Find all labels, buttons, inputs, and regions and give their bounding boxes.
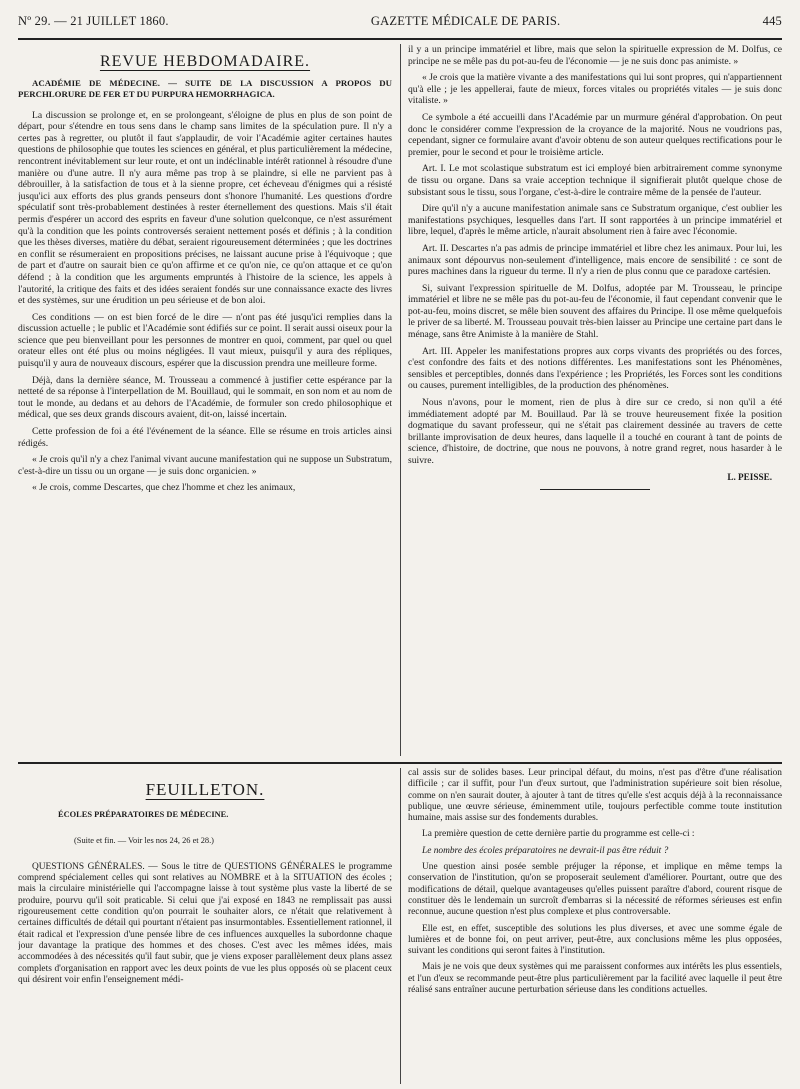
revue-subtitle: ACADÉMIE DE MÉDECINE. — SUITE DE LA DISCUSSION A PROPOS DU PERCHLORURE DE FER ET DU PURPURA HEMORRHAGICA. [18,77,392,99]
signature: L. PEISSE. [727,471,772,482]
feuilleton-continuation: (Suite et fin. — Voir les nos 24, 26 et 28.) [74,835,214,845]
issue-date: Nº 29. — 21 JUILLET 1860. [18,14,169,28]
feuilleton-paragraph [18,862,392,986]
revue-paragraph: Art. III. Appeler les manifestations propres aux corps vivants des propriétés ou des forces, c'est confondre des faits et des notions différentes. Les manifestations sont les Phénomènes, sensibles et perceptibles, donnés dans l'expérience ; les Propriétés, les Forces sont les conditions ou causes, purement intelligibles, de la production des phénomènes. [408,345,782,392]
revue-title: REVUE HEBDOMADAIRE. [99,53,311,70]
revue-paragraph: Nous n'avons, pour le moment, rien de plus à dire sur ce credo, si non qu'il a été immédiatement adopté par M. Bouillaud. Par là se trouve heureusement fixée la position dogmatique du savant professeur, qui ne s'était pas clairement dessinée au travers de cette brillante improvisation de deux heures, dans laquelle il a touché en courant à tant de points de science, d'histoire, de doctrine, que nous ne pouvons, à notre grand regret, nous hasarder à le suivre. [408,397,782,466]
revue-paragraph: Art. I. Le mot scolastique substratum est ici employé bien arbitrairement comme synonyme de tissu ou organe. Dans sa vraie acception technique il signifierait plutôt quelque chose de subsistant sous le tissu, sous l'organe, c'est-à-dire le contraire même de la pensée de l'auteur. [408,163,782,198]
article-end-rule [540,489,650,490]
feuilleton-right-column [408,768,782,1084]
column-divider [400,44,401,756]
feuilleton-left-column [18,768,392,1084]
revue-paragraph: La discussion se prolonge et, en se prolongeant, s'éloigne de plus en plus de son point de départ, pour s'étendre en tous sens dans le champ sans limites de la spéculation pure. Il n'y a certes pas à regretter, ou plutôt il faut s'applaudir, de voir l'Académie agiter certaines hautes questions de philosophie que toutes les sciences en général, et plus particulièrement la médecine, rencontrent inévitablement sur leur route, et ont un indéclinable intérêt rationnel à résoudre d'une manière ou d'une autre. Il n'y aura même pas trop à se plaindre, si elle ne parvient pas à débrouiller, à la satisfaction de tous et à la sienne propre, cet écheveau d'énigmes qui a résisté jusqu'ici aux efforts des plus grands penseurs dont s'honore l'humanité. Les questions d'ordre spéculatif sont très-probablement destinées à rester éternellement des questions. Mais s'il était permis d'espérer un accord des esprits en faveur d'une solution quelconque, ce n'est assurément qu'à la condition que les points controversés seraient nettement posés et définis ; à la condition que les thèses diverses, matière du débat, seraient rigoureusement déterminées ; que les doctrines en conflit se résumeraient en propositions précises, ne laissant aucune prise à l'équivoque ; que de part et d'autre on saurait bien ce qu'on affirme et ce qu'on nie, ce qu'on attaque et ce qu'on défend ; à la condition que les arguments empruntés à l'histoire de la science, les appels à l'autorité, la critique des faits et des idées seraient fondés sur une connaissance exacte des livres et des systèmes, sur une érudition un peu sérieuse et de bon aloi. [18,109,392,307]
feuilleton-paragraph: Elle est, en effet, susceptible des solutions les plus diverses, et avec une somme égale de lumières et de bonne foi, on peut arriver, peut-être, aux conclusions même les plus opposées, suivant les conditions qui seront faites à l'institution. [408,923,782,957]
feuilleton-question: Le nombre des écoles préparatoires ne devrait-il pas être réduit ? [422,845,669,856]
questions-lead: QUESTIONS GÉNÉRALES. [32,861,145,872]
page-header [18,14,782,36]
feuilleton-paragraph: Une question ainsi posée semble préjuger la réponse, et implique en même temps la conservation de l'institution, qu'on se proposerait seulement d'améliorer. Pourtant, outre que des modifications de détail, quelque avantageuses qu'elles puissent paraître d'abord, courent risque de constituer dès le lendemain un surcroît d'embarras si la nécessité de réformes sérieuses est enfin reconnue, aucune question n'est plus complexe et plus controversable. [408,862,782,918]
header-rule [18,38,782,40]
revue-paragraph: Ce symbole a été accueilli dans l'Académie par un murmure général d'approbation. On peut donc le considérer comme l'expression de la croyance de la majorité. Nous ne voudrions pas, cependant, signer ce formulaire avant d'avoir obtenu de son auteur quelques rectifications pour le premier, pour le second et pour le troisième article. [408,111,782,158]
revue-paragraph: Ces conditions — on est bien forcé de le dire — n'ont pas été jusqu'ici remplies dans la discussion actuelle ; le public et l'Académie sont édifiés sur ce point. Il serait aussi oiseux pour la science que peu bienveillant pour les personnes de montrer en quoi, comment, par quel ou quel orateur elles ont été plus ou moins négligées. Il vaut mieux, puisqu'il y aura des répliques, puisqu'il y aura de nouveaux discours, espérer que la discussion prendra une meilleure forme. [18,311,392,370]
revue-paragraph: Cette profession de foi a été l'événement de la séance. Elle se résume en trois articles ainsi rédigés. [18,426,392,449]
column-divider [400,768,401,1084]
feuilleton-title: FEUILLETON. [145,780,265,799]
revue-paragraph: il y a un principe immatériel et libre, mais que selon la spirituelle expression de M. Dolfus, ce principe ne se mêle pas du pot-au-feu de l'économie — je ne suis donc pas animiste. » [408,44,782,67]
feuilleton-paragraph: Mais je ne vois que deux systèmes qui me paraissent conformes aux intérêts les plus essentiels, et l'un d'eux se recommande peut-être plus particulièrement par la facilité avec laquelle il peut être réalisé sans entraîner aucune perturbation sérieuse dans les conditions actuelles. [408,962,782,996]
revue-paragraph: « Je crois que la matière vivante a des manifestations qui lui sont propres, qui n'appartiennent qu'à elle ; je les appellerai, faute de mieux, forces vitales ou propriétés vitales — je suis donc vitaliste. » [408,72,782,107]
journal-title: GAZETTE MÉDICALE DE PARIS. [370,14,561,28]
feuilleton-rule [18,762,782,764]
revue-paragraph: « Je crois qu'il n'y a chez l'animal vivant aucune manifestation qui ne suppose un Substratum, c'est-à-dire un tissu ou un organe — je suis donc organicien. » [18,454,392,477]
revue-left-column [18,44,392,756]
revue-paragraph: Dire qu'il n'y a aucune manifestation animale sans ce Substratum organique, c'est oublier les manifestations psychiques, lesquelles dans l'art. II sont rapportées à un principe immatériel et libre, lequel, d'après le même article, n'aurait absolument rien à faire avec l'économie. [408,203,782,238]
page-number: 445 [762,14,782,28]
feuilleton-paragraph: cal assis sur de solides bases. Leur principal défaut, du moins, n'est pas d'être d'une réalisation difficile ; car il suffit, pour l'un d'eux surtout, que l'administration supérieure soit bien résolue, comme on n'en saurait douter, à ajouter à tant de titres qu'elle s'est acquis déjà à la reconnaissance publique, une œuvre sérieuse, éminemment utile, toujours perfectible comme toute institution humaine, mais assise sur des fondements durables. [408,768,782,824]
revue-paragraph: Art. II. Descartes n'a pas admis de principe immatériel et libre chez les animaux. Pour lui, les animaux sont dépourvus non-seulement d'intelligence, mais encore de sensibilité : ce sont de pures machines dans la rigueur du terme. Il n'y a rien de plus connu que ce paradoxe cartésien. [408,242,782,278]
revue-paragraph: Déjà, dans la dernière séance, M. Trousseau a commencé à justifier cette espérance par la netteté de sa réponse à l'interpellation de M. Bouillaud, qui le sommait, en son nom et au nom de tout le monde, au dedans et au dehors de l'Académie, de formuler son credo philosophique et médical, que ses deux grands discours avaient, dit-on, laissé incertain. [18,374,392,421]
feuilleton-subtitle: ÉCOLES PRÉPARATOIRES DE MÉDECINE. [58,810,229,820]
feuilleton-paragraph: La première question de cette dernière partie du programme est celle-ci : [422,829,695,840]
revue-paragraph: Si, suivant l'expression spirituelle de M. Dolfus, adoptée par M. Trousseau, le principe immatériel et libre ne se mêle pas du pot-au-feu de l'économie, il faut cependant convenir que le pot-au-feu, moins discret, se mêle bien souvent des affaires du Principe. Il ose même quelquefois le priver de sa liberté. M. Trousseau pouvait très-bien laisser au Principe une certaine part dans le ménage, sans être Animiste à la manière de Stahl. [408,282,782,341]
revue-paragraph: « Je crois, comme Descartes, que chez l'homme et chez les animaux, [32,482,296,494]
feuilleton-paragraph-text: — Sous le titre de QUESTIONS GÉNÉRALES le programme comprend spécialement celles qui sont relatives au NOMBRE et à la SITUATION des écoles ; mais la circulaire ministérielle qui l'accompagne laisse à tout système plus vaste la liberté de se produire, pourvu qu'il soit praticable. Si celui que j'ai exposé en 1843 ne remplissait pas aussi rigoureusement cette condition qu'on pourrait le souhaiter alors, ce n'était que relativement à certaines difficultés de détail qui pourtant n'étaient pas insurmontables. Essentiellement rationnel, il était radical et l'expression d'une pensée libre de ces influences auxquelles la subordonne chaque jour davantage la pratique des hommes et des choses. C'est avec les mêmes idées, mais accommodées à des nécessités qu'il faut subir, que je viens exposer parallèlement deux plans assez complets d'organisation en rapport avec les deux points de vue les plus opposés où se placent ceux qui désirent voir enfin l'enseignement médi- [18,861,392,985]
revue-right-column [408,44,782,756]
